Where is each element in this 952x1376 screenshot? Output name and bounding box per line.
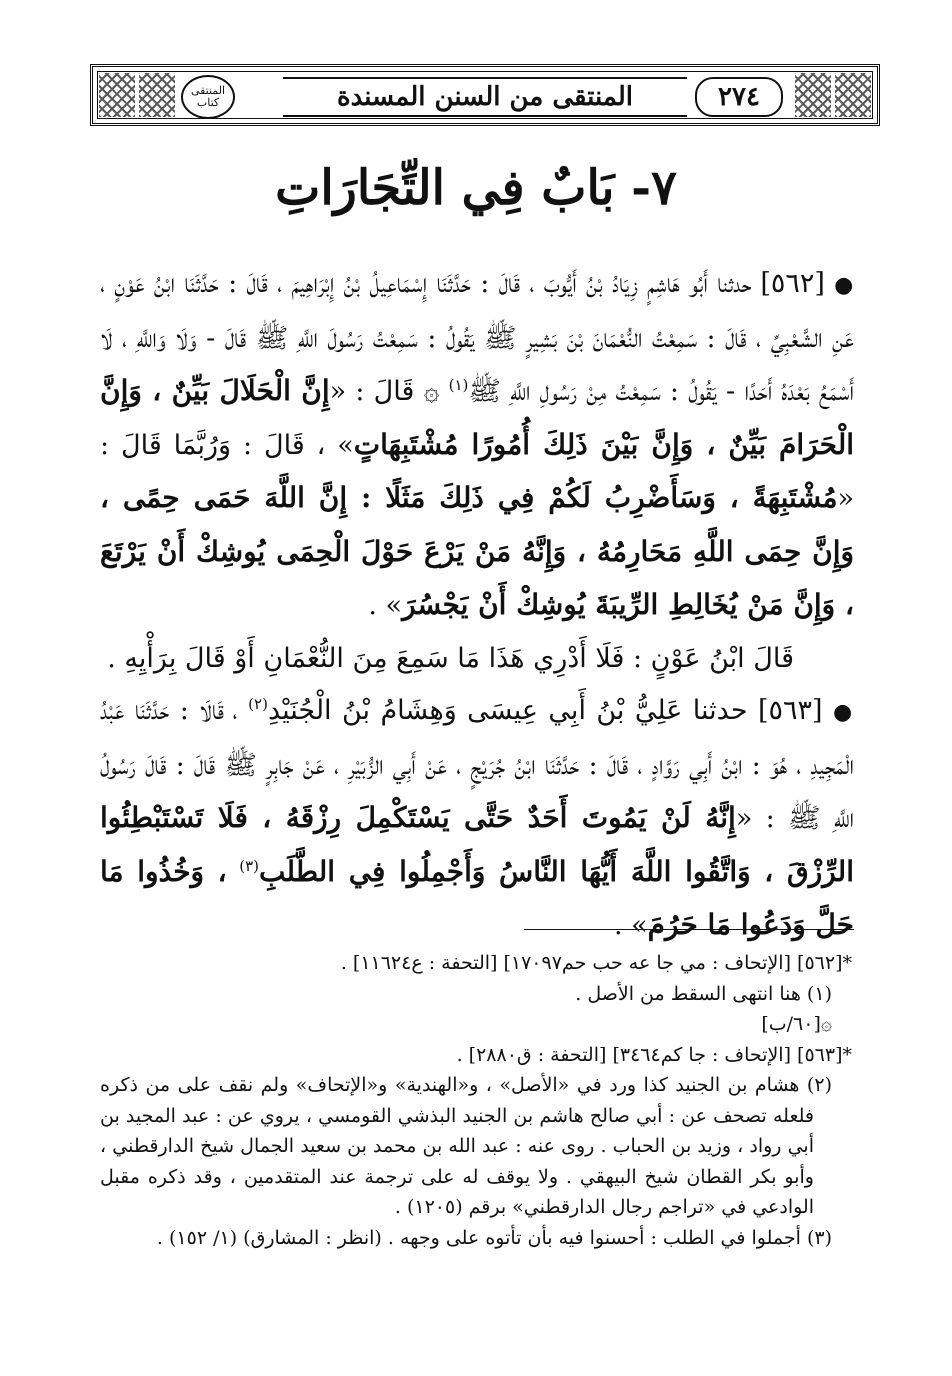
footnotes xyxy=(100,948,852,1253)
hadith-text: إِنَّهُ لَنْ يَمُوتَ أَحَدٌ حَتَّى يَسْتَكْمِلَ رِزْقَهُ ، فَلَا تَسْتَبْطِئُوا الرِّزْقَ ، وَاتَّقُوا اللَّهَ أَيُّهَا النَّاسُ وَأَجْمِلُوا فِي الطَّلَبِ xyxy=(100,801,854,888)
chapter-title: ٧- بَابٌ فِي التِّجَارَاتِ xyxy=(275,160,677,216)
publisher-seal-logo xyxy=(181,75,235,119)
hadith-text: إِنَّ الْحَلَالَ بَيِّنٌ ، وَإِنَّ الْحَرَامَ بَيِّنٌ ، وَإِنَّ بَيْنَ ذَلِكَ أُمُورًا مُشْتَبِهَاتٍ xyxy=(100,374,854,461)
text: » . xyxy=(368,590,403,621)
text: » ، قَالَ : وَرُبَّمَا قَالَ : « xyxy=(100,429,854,514)
ornament-pattern xyxy=(795,73,831,117)
hadith-paragraph xyxy=(100,258,854,633)
hadith-paragraph xyxy=(100,685,854,953)
main-text xyxy=(100,258,854,953)
footnote-divider xyxy=(524,929,854,930)
footnote: ۞[٦٠/ب] xyxy=(761,1013,832,1035)
hadith-text: مُشْتَبِهَةً ، وَسَأَضْرِبُ لَكُمْ فِي ذَلِكَ مَثَلًا : إِنَّ اللَّهَ حَمَى حِمًى ، وَإِنَّ حِمَى اللَّهِ مَحَارِمُهُ ، وَإِنَّهُ مَنْ يَرْعَ حَوْلَ الْحِمَى يُوشِكْ أَنْ يَرْتَعَ ، وَإِنَّ مَنْ يُخَالِطِ الرِّيبَةَ يُوشِكْ أَنْ يَجْسُرَ xyxy=(100,481,854,621)
footnote-ref: (٢) xyxy=(248,695,268,713)
bullet-icon: ● xyxy=(834,273,854,298)
commentary-paragraph: قَالَ ابْنُ عَوْنٍ : فَلَا أَدْرِي هَذَا مَا سَمِعَ مِنَ النُّعْمَانِ أَوْ قَالَ بِرَأْيِهِ . xyxy=(107,642,794,674)
isnad-text: [٥٦٣] حدثنا عَلِيُّ بْنُ أَبِي عِيسَى وَهِشَامُ بْنُ الْجُنَيْدِ xyxy=(267,695,823,726)
footnote: (١) هنا انتهى السقط من الأصل . xyxy=(575,982,832,1005)
footnote-ref: (١) xyxy=(448,376,469,394)
text: ۞ قَالَ : « xyxy=(329,376,440,407)
isnad-text: ، قَالَا : حَدَّثَنَا عَبْدُ الْمَجِيدِ ، هُوَ : ابْنُ أَبِي رَوَّادٍ ، قَالَ : حَدَّثَنَا ابْنُ جُرَيْجٍ ، عَنْ أَبِي الزُّبَيْرِ ، عَنْ جَابِرٍ ﷺ قَالَ : قَالَ رَسُولُ اللَّهِ ﷺ : « xyxy=(100,695,854,834)
ornament-pattern xyxy=(99,73,135,117)
seal-text: المنتقى xyxy=(190,84,226,97)
ornament-pattern xyxy=(139,73,175,117)
footnote-ref: (٣) xyxy=(239,856,259,875)
isnad-text: [٥٦٢] حدثنا أَبُو هَاشِمٍ زِيَادُ بْنُ أَيُّوبَ ، قَالَ : حَدَّثَنَا إِسْمَاعِيلُ بْنُ إِبْرَاهِيمَ ، قَالَ : حَدَّثَنَا ابْنُ عَوْنٍ ، عَنِ الشَّعْبِيِّ ، قَالَ : سَمِعْتُ النُّعْمَانَ بْنَ بَشِيرٍ ﷺ يَقُولُ : سَمِعْتُ رَسُولَ اللَّهِ ﷺ قَالَ - وَلَا وَاللَّهِ ، لَا أَسْمَعُ بَعْدَهُ أَحَدًا - يَقُولُ : سَمِعْتُ مِنْ رَسُولِ اللَّهِ ﷺ xyxy=(100,268,854,407)
footnote: *[٥٦٣] [الإتحاف : جا كم٣٤٦٤] [التحفة : ق٢٨٨٠] . xyxy=(456,1043,852,1066)
ornament-pattern xyxy=(835,73,871,117)
text: » . xyxy=(613,910,648,941)
page-header xyxy=(90,64,880,126)
page-number: ٢٧٤ xyxy=(695,77,783,117)
running-title: المنتقى من السنن المسندة xyxy=(283,77,687,117)
bullet-icon: ● xyxy=(832,700,855,725)
hadith-text: ، وَخُذُوا مَا حَلَّ وَدَعُوا مَا حَرُمَ xyxy=(100,854,854,941)
footnote: (٢) هشام بن الجنيد كذا ورد في «الأصل» ، و«الهندية» و«الإتحاف» ولم نقف على من ذكره فلعله تصحف عن : أبي صالح هاشم بن الجنيد البذشي القومسي ، يروي عن : عبد المجيد بن أبي رواد ، وزيد بن الحباب . روى عنه : عبد الله بن محمد بن سعيد الجمال شيخ الدارقطني ، وأبو بكر القطان شيخ البيهقي . ولا يوقف له على ترجمة عند المتقدمين ، وقد ذكره مقبل الوادعي في «تراجم رجال الدارقطني» برقم (١٢٠٥) . xyxy=(100,1074,832,1218)
seal-text: كتاب xyxy=(196,96,220,109)
footnote: *[٥٦٢] [الإتحاف : مي جا عه حب حم١٧٠٩٧] [التحفة : ع١١٦٢٤] . xyxy=(340,952,852,974)
footnote: (٣) أجملوا في الطلب : أحسنوا فيه بأن تأتوه على وجهه . (انظر : المشارق) (١/ ١٥٢) . xyxy=(156,1226,832,1249)
